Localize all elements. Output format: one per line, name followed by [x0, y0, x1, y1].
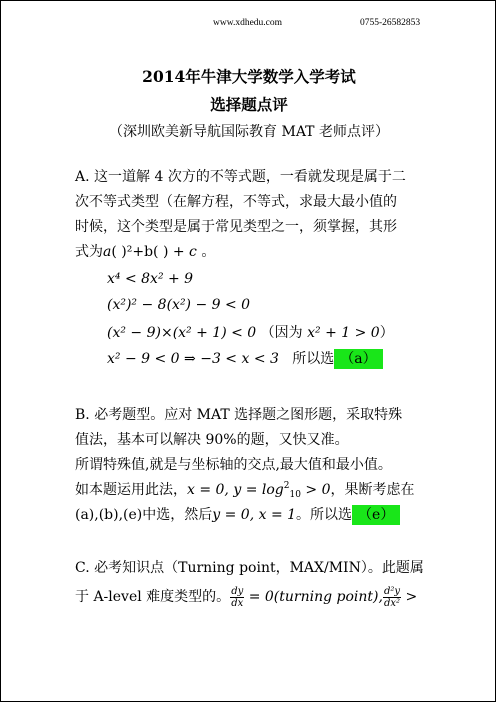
equation-3-note-expr: x² + 1 > 0 — [307, 325, 380, 341]
section-b-line-4 — [75, 478, 435, 503]
equation-3-note-prefix: （因为 — [260, 325, 308, 341]
b-line4-prefix: 如本题运用此法， — [75, 482, 187, 498]
derivative-fraction: $\frac{dy}{dx}$ — [231, 585, 244, 609]
b-line4-math: x = 0, y = log — [187, 482, 284, 498]
c-line2-end: > — [401, 589, 418, 605]
section-a-line-1: A. 这一道解 4 次方的不等式题，一看就发现是属于二 — [75, 169, 406, 185]
section-c-text — [75, 556, 435, 610]
header-website[interactable]: www.xdhedu.com — [213, 18, 283, 28]
equation-3: (x² − 9)×(x² + 1) < 0 — [107, 325, 257, 341]
form-suffix: 。 — [196, 244, 216, 260]
form-a: a — [103, 244, 112, 260]
b-line4-suffix: ，果断考虑在 — [330, 482, 415, 498]
section-b-line-3: 所谓特殊值,就是与坐标轴的交点,最大值和最小值。 — [75, 457, 392, 473]
section-b-line-5 — [75, 503, 435, 528]
equation-4: x² − 9 < 0 ⇒ −3 < x < 3 — [107, 351, 279, 367]
b-line5-suffix: 。所以选 — [296, 507, 353, 523]
header-phone: 0755-26582853 — [360, 18, 421, 28]
equation-4-line — [107, 348, 383, 368]
log-base-sub: 10 — [289, 490, 301, 500]
form-c: c — [189, 244, 197, 260]
equation-1: x⁴ < 8x² + 9 — [107, 271, 194, 287]
form-mid: ( )²+b( ) + — [111, 244, 190, 260]
section-c-line-2 — [75, 585, 435, 610]
section-b-line-2: 值法，基本可以解决 90%的题，又快又准。 — [75, 432, 349, 448]
equation-3-line — [107, 322, 394, 342]
page-subtitle: 选择题点评 — [210, 95, 288, 114]
section-a-line-2: 次不等式类型（在解方程，不等式，求最大最小值的 — [75, 194, 397, 210]
equation-3-note-suffix: ） — [379, 325, 394, 341]
section-a-line-3: 时候，这个类型是属于常见类型之一，须掌握，其形 — [75, 219, 397, 235]
section-a-form-line — [75, 240, 435, 265]
equation-2: (x²)² − 8(x²) − 9 < 0 — [107, 297, 251, 313]
section-b-line-1: B. 必考题型。应对 MAT 选择题之图形题，采取特殊 — [75, 407, 403, 423]
form-prefix: 式为 — [75, 244, 103, 260]
b-line5-prefix: (a),(b),(e)中选，然后 — [75, 507, 213, 523]
answer-e-highlight: （e） — [352, 505, 400, 525]
c-line2-prefix: 于 A-level 难度类型的。 — [75, 589, 231, 605]
answer-a-highlight: （a） — [334, 349, 382, 369]
second-derivative-fraction: $\frac{\text{d²y}}{\text{dx²}}$ — [383, 585, 400, 609]
section-c-line-1: C. 必考知识点（Turning point，MAX/MIN）。此题属 — [75, 560, 424, 576]
b-line5-math: y = 0, x = 1 — [212, 507, 297, 523]
section-b-text — [75, 403, 435, 528]
author-note: （深圳欧美新导航国际教育 MAT 老师点评） — [109, 124, 389, 140]
b-line4-math2: > 0 — [300, 482, 331, 498]
log-base-sup: 2 — [283, 481, 290, 491]
section-a-text — [75, 165, 435, 265]
turning-point-eq: = 0(turning point), — [244, 589, 383, 605]
conclusion-a-prefix: 所以选 — [292, 351, 335, 367]
page-title: 2014年牛津大学数学入学考试 — [142, 67, 356, 86]
